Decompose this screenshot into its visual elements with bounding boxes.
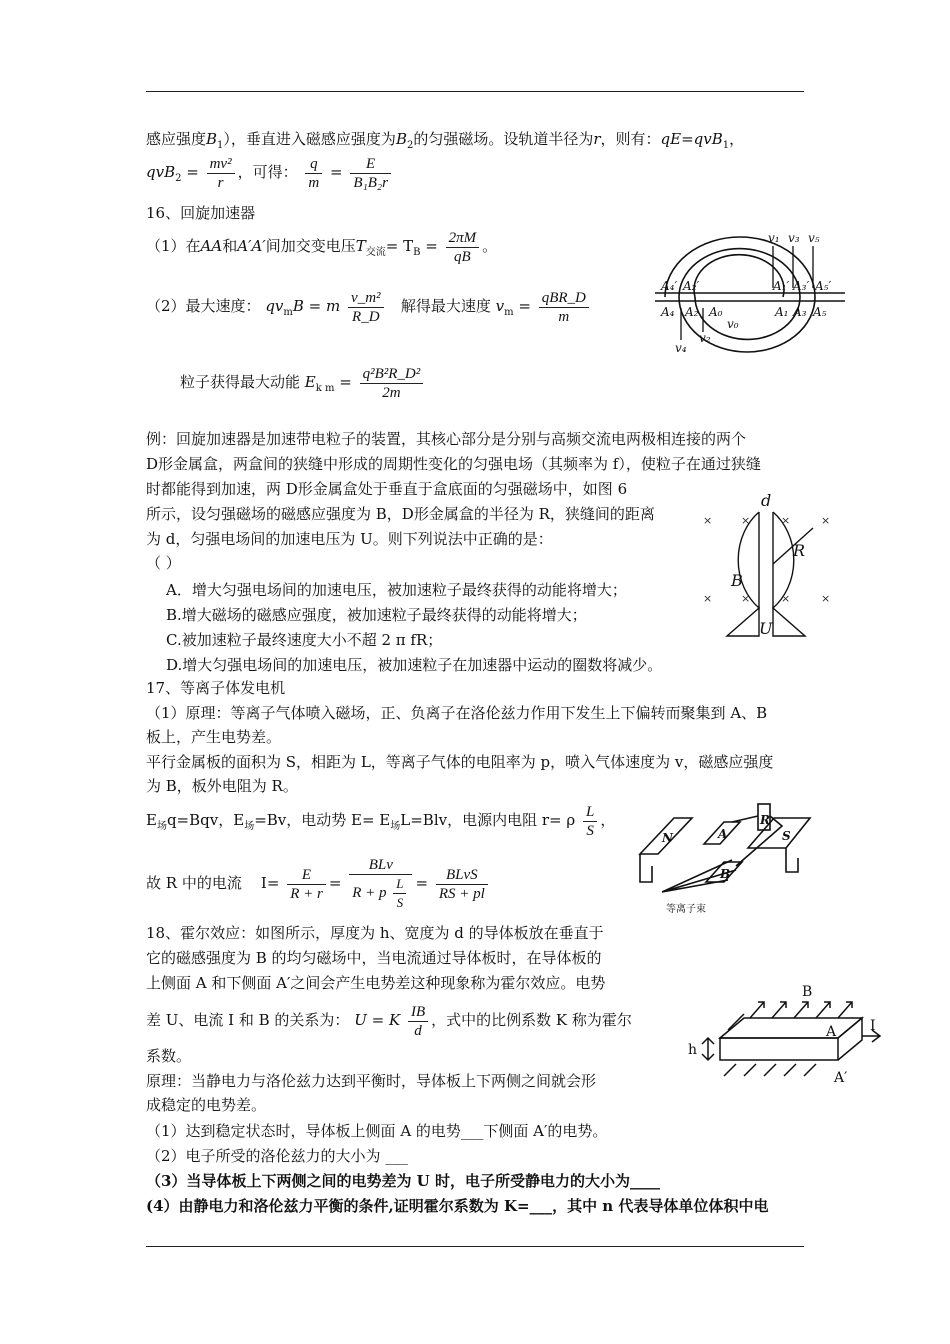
text: ， [729,130,745,148]
denominator: RS + pl [438,885,485,902]
text: = [328,874,342,892]
cyclotron-diagram [655,222,845,357]
example-line-1: 例：回旋加速器是加速带电粒子的装置，其核心部分是分别与高频交流电两极相连接的两个 [146,430,747,448]
U-label: U [759,619,773,638]
face-label-a-prime: A′ [834,1070,848,1086]
text: B [206,130,218,148]
text: q=Bqv，E [166,811,245,829]
section-17-title: 17、等离子体发电机 [146,679,286,697]
example-line-4: 所示，设匀强磁场的磁感应强度为 B，D形金属盒的半径为 R，狭缝间的距离 [146,505,655,523]
thickness-label-h: h [688,1042,698,1058]
text: m [504,307,514,318]
A4p-label: A₄′ [661,279,678,293]
spiral-inner [694,255,784,297]
example-line-3: 时都能得到加速，两 D形金属盒处于垂直于盒底面的匀强磁场中，如图 6 [146,480,628,498]
denominator: R + r [290,885,323,902]
example-line-6: （ ） [146,554,181,572]
numerator: q [305,155,322,174]
denominator: 2m [382,384,401,401]
numerator: BLv [349,856,412,875]
s17-line-4: 为 B，板外电阻为 R。 [146,777,298,795]
A2p-label: A₂′ [683,279,700,293]
s18-question-1: （1）达到稳定状态时，导体板上侧面 A 的电势___下侧面 A′的电势。 [146,1122,608,1140]
s17-line-5 [146,800,615,847]
text: 1 [722,140,730,151]
magnet-s-label: S [782,829,791,843]
d-box-diagram [697,484,837,644]
text: ），垂直进入磁感应强度为 [223,130,396,148]
current-label-i: I [870,1018,876,1034]
text: r [593,130,601,148]
v3-label: v₃ [788,231,800,245]
x-mark: × [781,514,791,527]
v1-label: v₁ [768,231,780,245]
text: 1 [217,140,224,151]
plate-b-label: B [720,867,731,881]
s17-line-3: 平行金属板的面积为 S，相距为 L，等离子气体的电阻率为 p，喷入气体速度为 v，磁感应强度 [146,753,774,771]
text: B [395,130,407,148]
spiral-mid [679,249,800,340]
denominator: d [414,1022,422,1039]
option-a: A．增大匀强电场间的加速电压，被加速粒子最终获得的动能将增大； [166,581,627,599]
text: T [355,237,366,255]
denominator: R_D [352,308,380,325]
numerator: v_m² [348,289,384,308]
fraction [393,875,406,912]
field-arrow-2 [772,1002,786,1018]
s18-line-4 [146,998,632,1042]
text: m [283,307,293,318]
option-b: B.增大磁场的磁感应强度，被加速粒子最终获得的动能将增大； [166,606,587,624]
plate-a-label: A [718,827,728,841]
denominator: S [396,895,404,910]
text: ，可得： [237,163,298,181]
field-label-b: B [802,984,813,1000]
A4-label: A₄ [661,305,675,319]
text: U = K [354,1011,401,1029]
numerator: L [583,803,597,822]
denominator: r [217,174,224,191]
field-arrow-1 [750,1002,764,1018]
s18-line-7: 成稳定的电势差。 [146,1096,267,1114]
text: 场 [244,821,255,832]
s18-question-3: （3）当导体板上下两侧之间的电势差为 U 时，电子所受静电力的大小为____ [146,1172,660,1190]
s16-p2: （2）最大速度： $qv_mB = m$ $\frac{\text{v\_m²}}{R\_D}$ 解得最大速度 $v_m$ = $\frac{\text{qBR\_D}}{m}$ [146,286,592,333]
plasma-generator-diagram [632,796,822,920]
right-electrode [773,608,805,636]
numerator: 2πM [446,229,480,248]
fraction [348,289,384,326]
denominator: m [558,308,570,325]
A0-label: A₀ [709,305,723,319]
numerator: E [287,866,326,885]
text: A′A′ [237,237,266,255]
text: qE=qvB [660,130,723,148]
v2-label: v₂ [699,331,711,345]
s18-question-4: (4）由静电力和洛伦兹力平衡的条件,证明霍尔系数为 K=___，其中 n 代表导体单位体积中电 [146,1197,769,1215]
option-c: C.被加速粒子最终速度大小不超 2 π fR； [166,631,443,649]
text: =Bv，电动势 E= E [254,811,391,829]
text: 交流 [365,247,386,258]
text: I= [260,874,280,892]
numerator: q²B²R_D² [360,365,424,384]
A3-label: A₃ [793,305,807,319]
magnet-s-leg [786,848,798,872]
x-mark: × [703,514,713,527]
s17-line-2: 板上，产生电势差。 [146,728,282,746]
s18-line-6: 原理：当静电力与洛伦兹力达到平衡时，导体板上下两侧之间就会形 [146,1072,597,1090]
intro-line-2: qvB$_2$ = $\frac{\text{mv²}}{r}$ ，可得： $\frac{q}{m}$ = $\frac{E}{\text{B₁B₂r}}$ [146,152,394,199]
denominator: S [586,822,594,839]
fraction [287,866,326,903]
header-rule [146,91,804,92]
B-label: B [731,571,743,590]
section-16-title: 16、回旋加速器 [146,204,256,222]
denominator: m [308,174,320,191]
option-d: D.增大匀强电场间的加速电压，被加速粒子在加速器中运动的圈数将减少。 [166,656,663,674]
fraction [349,856,412,912]
v4-label: v₄ [675,341,687,355]
s18-line-3: 上侧面 A 和下侧面 A′之间会产生电势差这种现象称为霍尔效应。电势 [146,974,606,992]
text: E [304,373,316,391]
s18-line-2: 它的磁感强度为 B 的均匀磁场中，当电流通过导体板时，在导体板的 [146,949,602,967]
denominator: qB [453,248,471,265]
fraction [583,803,597,840]
R-label: R [793,541,806,560]
text: 2 [406,140,414,151]
v5-label: v₅ [808,231,820,245]
A3p-label: A₃′ [793,279,810,293]
A1p-label: A₁′ [773,279,790,293]
text: R + p [352,884,387,901]
denominator [349,875,412,912]
fraction [360,365,424,402]
numerator: L [393,875,406,894]
numerator: E [350,155,391,174]
text: （1）在 [146,237,201,255]
A2-label: A₂ [685,305,699,319]
numerator: IB [408,1003,428,1022]
x-mark: × [741,514,751,527]
plate-side [838,1018,862,1060]
text: ，式中的比例系数 K 称为霍尔 [431,1011,632,1029]
text: （2）最大速度： [146,297,261,315]
example-line-5: 为 d，匀强电场间的加速电压为 U。则下列说法中正确的是： [146,530,553,548]
fraction [350,155,391,192]
hall-effect-diagram [684,978,884,1090]
text: k m [315,383,335,394]
text: B = m [292,297,341,315]
text: ， [600,811,616,829]
text: ，则有： [600,130,661,148]
text: 的匀强磁场。设轨道半径为 [413,130,594,148]
s16-p1: （1）在AA和A′A′间加交变电压$T_{交流}= T_B$ = $\frac{2\pi M}{qB}$ 。 [146,229,498,265]
numerator: BLvS [436,866,488,885]
A5p-label: A₅′ [815,279,832,293]
thickness-marker [702,1038,714,1060]
d-label: d [761,491,772,510]
text: 故 R 中的电流 [146,874,242,892]
x-mark: × [741,592,751,605]
text: 场 [156,821,167,832]
text: 粒子获得最大动能 [180,373,301,391]
text: 和 [222,237,238,255]
face-label-a: A [826,1024,837,1040]
plasma-caption: 等离子束 [666,904,706,915]
resistor-label: R [760,813,770,827]
s18-question-2: （2）电子所受的洛伦兹力的大小为 ___ [146,1147,408,1165]
s16-p3: 粒子获得最大动能 $E_{k m}$ = $\frac{\text{q²B²R\_D²}}{2m}$ [180,360,426,411]
fraction [436,866,488,903]
magnet-n-label: N [662,831,673,845]
text: 感应强度 [146,130,207,148]
s18-line-5: 系数。 [146,1047,192,1065]
magnet-n-leg [640,854,652,882]
footer-rule [146,1246,804,1247]
x-mark: × [781,592,791,605]
fraction [305,155,322,192]
text: v [495,297,505,315]
s17-line-6 [146,856,491,912]
text: L=Blv，电源内电阻 r= ρ [400,811,576,829]
electron-arrow [728,1014,744,1030]
numerator: mv² [207,155,235,174]
denominator: B₁B₂r [353,174,388,191]
numerator: qBR_D [539,289,589,308]
text: = [415,874,429,892]
s18-line-1: 18、霍尔效应：如图所示，厚度为 h、宽度为 d 的导体板放在垂直于 [146,924,604,942]
x-mark: × [703,592,713,605]
text: = T [385,237,414,255]
fraction [408,1003,428,1040]
formula-sub: 2 [175,173,182,184]
hatch [724,1064,816,1076]
text: 解得最大速度 [400,297,491,315]
A1-label: A₁ [775,305,789,319]
text: E [146,811,157,829]
field-arrow-3 [794,1002,808,1018]
example-line-2: D形金属盒，两盒间的狭缝中形成的周期性变化的匀强电场（其频率为 f），使粒子在通过狭缝 [146,455,761,473]
fraction [539,289,589,326]
field-arrow-5 [838,1002,852,1018]
text: 差 U、电流 I 和 B 的关系为： [146,1011,350,1029]
text: 场 [390,821,401,832]
text: B [413,247,421,258]
plate-front [720,1038,838,1060]
text: AA [200,237,223,255]
left-electrode [727,608,759,636]
fraction [446,229,480,266]
v0-label: v₀ [727,317,739,331]
text: qv [265,297,284,315]
x-mark: × [821,592,831,605]
field-arrow-4 [816,1002,830,1018]
text: 。 [482,237,498,255]
s17-line-1: （1）原理：等离子气体喷入磁场，正、负离子在洛伦兹力作用下发生上下偏转而聚集到 A、B [146,704,768,722]
text: 间加交变电压 [265,237,356,255]
fraction [207,155,235,192]
formula-text: qvB [146,163,176,181]
x-mark: × [821,514,831,527]
A5-label: A₅ [813,305,827,319]
